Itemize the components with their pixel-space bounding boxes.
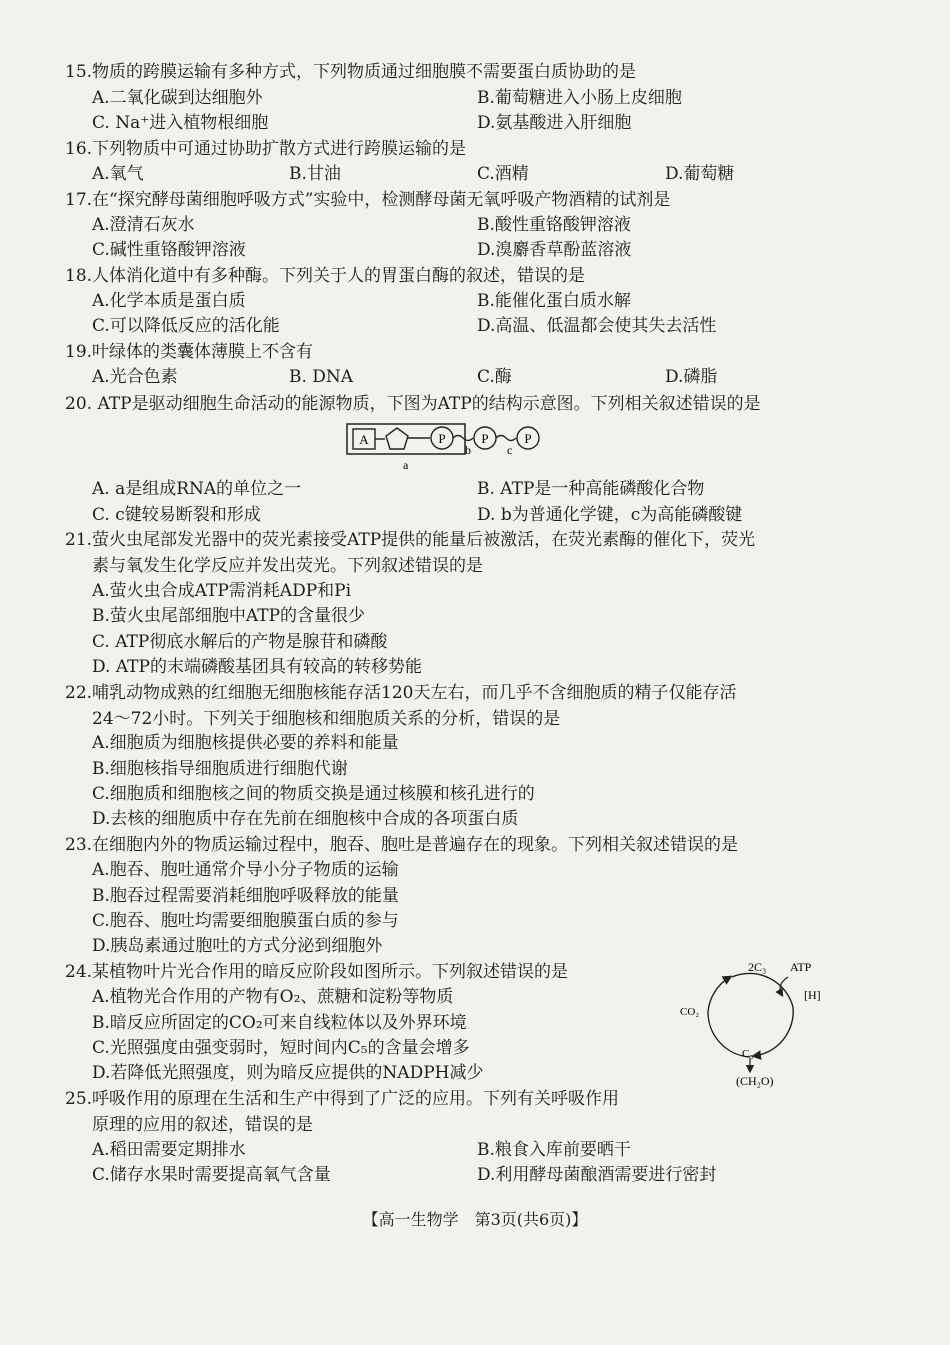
phosphate-3-label: P	[524, 431, 532, 446]
option-b: B. ATP是一种高能磷酸化合物	[477, 479, 705, 499]
option-a: A.澄清石灰水	[92, 215, 195, 235]
option-d: D. ATP的末端磷酸基团具有较高的转移势能	[92, 657, 422, 677]
question-16	[65, 137, 832, 163]
bond-c	[496, 436, 516, 441]
option-d: D.若降低光照强度，则为暗反应提供的NADPH减少	[92, 1063, 484, 1083]
question-stem: 18.人体消化道中有多种酶。下列关于人的胃蛋白酶的叙述，错误的是	[65, 266, 586, 286]
question-stem: 24.某植物叶片光合作用的暗反应阶段如图所示。下列叙述错误的是	[65, 962, 569, 982]
option-b: B.萤火虫尾部细胞中ATP的含量很少	[92, 606, 366, 626]
c3-label: 2C₃	[748, 960, 767, 974]
option-d: D.磷脂	[665, 367, 718, 387]
question-stem-line-2: 24～72小时。下列关于细胞核和细胞质关系的分析，错误的是	[92, 708, 561, 729]
question-15	[65, 60, 832, 86]
option-c: C.细胞质和细胞核之间的物质交换是通过核膜和核孔进行的	[92, 784, 535, 804]
option-c: C.酶	[477, 367, 512, 387]
question-21	[65, 528, 832, 579]
question-20	[65, 392, 832, 418]
option-c: C. ATP彻底水解后的产物是腺苷和磷酸	[92, 632, 388, 652]
question-23	[65, 833, 832, 859]
cycle-arc-right	[754, 1007, 793, 1056]
option-b: B.细胞核指导细胞质进行细胞代谢	[92, 759, 348, 779]
question-22	[65, 681, 832, 732]
option-b: B.酸性重铬酸钾溶液	[477, 215, 631, 235]
question-25	[65, 1087, 832, 1138]
option-b: B.甘油	[289, 164, 341, 184]
bond-b	[453, 436, 473, 441]
option-b: B.能催化蛋白质水解	[477, 291, 631, 311]
question-stem: 19.叶绿体的类囊体薄膜上不含有	[65, 342, 314, 362]
option-c: C.胞吞、胞吐均需要细胞膜蛋白质的参与	[92, 911, 399, 931]
option-c: C. Na⁺进入植物根细胞	[92, 113, 269, 133]
option-d: D.胰岛素通过胞吐的方式分泌到细胞外	[92, 936, 383, 956]
option-b: B.暗反应所固定的CO₂可来自线粒体以及外界环境	[92, 1013, 467, 1033]
question-stem-line-1: 21.萤火虫尾部发光器中的荧光素接受ATP提供的能量后被激活，在荧光素酶的催化下，荧光	[65, 530, 756, 550]
label-a: a	[403, 458, 409, 472]
ribose-pentagon	[386, 428, 408, 449]
phosphate-1-label: P	[438, 431, 446, 446]
label-c: c	[507, 443, 513, 457]
option-d: D.氨基酸进入肝细胞	[477, 113, 632, 133]
label-b: b	[465, 443, 471, 457]
question-stem-line-1: 25.呼吸作用的原理在生活和生产中得到了广泛的应用。下列有关呼吸作用	[65, 1089, 620, 1109]
question-stem: 15.物质的跨膜运输有多种方式，下列物质通过细胞膜不需要蛋白质协助的是	[65, 62, 637, 82]
question-stem-line-1: 22.哺乳动物成熟的红细胞无细胞核能存活120天左右，而几乎不含细胞质的精子仅能存活	[65, 683, 737, 703]
cycle-arc-upper-left	[708, 977, 730, 1012]
question-stem: 17.在“探究酵母菌细胞呼吸方式”实验中，检测酵母菌无氧呼吸产物酒精的试剂是	[65, 190, 671, 210]
option-d: D.葡萄糖	[665, 164, 735, 184]
c5-label: C₅	[742, 1048, 754, 1060]
option-a: A.二氧化碳到达细胞外	[92, 88, 263, 108]
option-b: B.葡萄糖进入小肠上皮细胞	[477, 88, 682, 108]
option-a: A.化学本质是蛋白质	[92, 291, 246, 311]
option-b: B. DNA	[289, 367, 354, 387]
option-c: C.储存水果时需要提高氧气含量	[92, 1165, 331, 1185]
question-stem: 20. ATP是驱动细胞生命活动的能源物质，下图为ATP的结构示意图。下列相关叙述错误的是	[65, 394, 761, 414]
option-b: B.胞吞过程需要消耗细胞呼吸释放的能量	[92, 886, 399, 906]
adenine-label: A	[359, 432, 369, 447]
question-17	[65, 188, 832, 214]
question-stem-line-2: 原理的应用的叙述，错误的是	[92, 1114, 313, 1135]
option-a: A. a是组成RNA的单位之一	[92, 479, 302, 499]
option-d: D.利用酵母菌酿酒需要进行密封	[477, 1165, 717, 1185]
option-a: A.光合色素	[92, 367, 178, 387]
phosphate-2-label: P	[481, 431, 489, 446]
atp-label: ATP	[790, 960, 812, 974]
option-a: A.稻田需要定期排水	[92, 1140, 246, 1160]
question-stem: 16.下列物质中可通过协助扩散方式进行跨膜运输的是	[65, 139, 467, 159]
option-a: A.细胞质为细胞核提供必要的养料和能量	[92, 733, 399, 753]
question-19	[65, 340, 832, 366]
atp-structure-diagram	[345, 420, 555, 472]
option-c: C.酒精	[477, 164, 529, 184]
option-b: B.粮食入库前要晒干	[477, 1140, 631, 1160]
option-a: A.植物光合作用的产物有O₂、蔗糖和淀粉等物质	[92, 987, 454, 1007]
option-c: C.碱性重铬酸钾溶液	[92, 240, 246, 260]
option-c: C. c键较易断裂和形成	[92, 505, 261, 525]
option-a: A.萤火虫合成ATP需消耗ADP和Pi	[92, 581, 352, 601]
option-d: D.溴麝香草酚蓝溶液	[477, 240, 632, 260]
option-d: D.去核的细胞质中存在先前在细胞核中合成的各项蛋白质	[92, 809, 519, 829]
cycle-arc-top	[732, 973, 793, 1007]
ch2o-label: (CH₂O)	[736, 1074, 774, 1088]
calvin-cycle-diagram	[670, 955, 835, 1095]
question-stem: 23.在细胞内外的物质运输过程中，胞吞、胞吐是普遍存在的现象。下列相关叙述错误的是	[65, 835, 739, 855]
question-18	[65, 264, 832, 290]
option-c: C.可以降低反应的活化能	[92, 316, 280, 336]
option-a: A.氧气	[92, 164, 144, 184]
question-stem-line-2: 素与氧发生化学反应并发出荧光。下列叙述错误的是	[92, 555, 483, 576]
option-d: D. b为普通化学键，c为高能磷酸键	[477, 505, 743, 525]
co2-label: CO₂	[680, 1006, 700, 1018]
option-c: C.光照强度由强变弱时，短时间内C₅的含量会增多	[92, 1038, 470, 1058]
nadph-label: [H]	[804, 988, 821, 1002]
option-d: D.高温、低温都会使其失去活性	[477, 316, 717, 336]
option-a: A.胞吞、胞吐通常介导小分子物质的运输	[92, 860, 399, 880]
page-footer: 【高一生物学 第3页(共6页)】	[362, 1210, 588, 1229]
